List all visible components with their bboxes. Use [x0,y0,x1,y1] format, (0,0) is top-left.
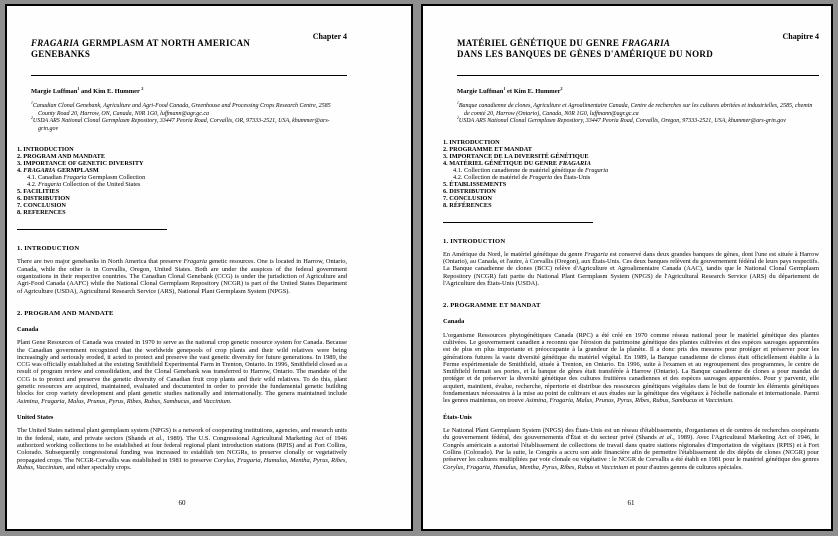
introduction-paragraph: En Amérique du Nord, le matériel génétique du genre Fragaria est conservé dans deux grandes banques de gènes, dont l'une est située à Harrow (Ontario), au Canada, et l'autre, à Corvallis (Oregon), aux États-Unis. Ces deux banques relèvent du gouvernement fédéral de leurs pays respectifs. La Banque canadienne de clones (BCC) relève d'Agriculture et Agroalimentaire Canada (AAC), tandis que le National Clonal Germplasm Repository (NCGR) fait partie du National Plant Germplasm System (NPGS) de l'Agricultural Research Service (ARS) du département de l'Agriculture des États-Unis (USDA). [443,250,819,287]
toc-item: 1. INTRODUCTION [443,138,500,146]
toc-subitem: 4.2. Collection de matériel de Fragaria des États-Unis [453,173,591,181]
toc-item: 2. PROGRAM AND MANDATE [17,153,106,161]
affiliations [31,103,347,133]
toc-item: 5. ÉTABLISSEMENTS [443,180,507,188]
page-left [5,4,413,531]
affiliation-2: $^2$USDA ARS National Clonal Germplasm Repository, 33447 Peoria Road, Corvallis, OR, 97333-2521, USA, khummer@ars-grin.gov [31,116,330,132]
affiliation-1: $^1$Canadian Clonal Genebank, Agriculture and Agri-Food Canada, Greenhouse and Processing Crops Research Centre, 2585 County Road 20, Harrow, ON, Canada, N0R 1G0, luffmann@agr.gc.ca [31,101,331,117]
authors-line: Margie Luffman$^1$ et Kim E. Hummer$^2$ [457,85,563,96]
table-of-contents [443,139,819,209]
section-2-heading: 2. PROGRAM AND MANDATE [17,309,114,317]
title-rule [457,75,819,76]
toc-subitem: 4.1. Collection canadienne de matériel génétique de Fragaria [453,166,609,174]
toc-item: 3. IMPORTANCE DE LA DIVERSITÉ GÉNÉTIQUE [443,152,589,160]
etats-unis-paragraph: Le National Plant Germplasm System (NPGS) des États-Unis est un réseau d'établissements, d'organismes et de centres de recherches coopérants du gouvernement fédéral, des gouvernements d'État et du secteur privé (Shands et al., 1989). Avec l'Agricultural Marketing Act of 1946, le Congrès américain a autorisé l'établissement de collections de travail dans quatre stations régionales d'importation de végétaux (RPIS) et à Fort Collins (Colorado). Par la suite, le Congrès a accru son aide financière afin de permettre l'établissement de dix dépôts de clones (NCGR) pour préserver les cultures multipliées par voie clonale ou végétative : le NCGR de Corvallis a été établi en 1981 pour le matériel génétique des genres Corylus, Fragaria, Humulus, Mentha, Pyrus, Ribes, Rubus et Vaccinium et pour d'autres genres de cultures spéciales. [443,427,820,471]
page-number: 61 [627,499,635,507]
page-title: MATÉRIEL GÉNÉTIQUE DU GENRE FRAGARIA DANS LES BANQUES DE GÈNES D'AMÉRIQUE DU NORD [457,38,713,60]
toc-item: 3. IMPORTANCE OF GENETIC DIVERSITY [17,160,144,168]
united-states-paragraph: The United States national plant germplasm system (NPGS) is a network of cooperating institutions, agencies, and research units in the federal, state, and private sectors (Shands et al., 1989). The U.S. Congressional Agricultural Marketing Act of 1946 authorized working collections to be established at four federal regional plant introduction stations (RPIS) and at Fort Collins, Colorado. Subsequently congressional funding was increased to establish ten NCGRs, to preserve clonally or vegetatively propagated crops. The NCGR-Corvallis was established in 1981 to preserve Corylus, Fragaria, Humulus, Mentha, Pyrus, Ribes, Rubus, Vaccinium, and other specialty crops. [17,427,348,471]
toc-subitem: 4.2. Fragaria Collection of the United States [27,181,141,189]
page-right-header [457,32,819,126]
page-right [421,4,833,531]
canada-paragraph: Plant Gene Resources of Canada was created in 1970 to serve as the national crop genetic resource system for Canada. Because the Canadian government recognized that the worldwide genepools of crop plants and their wild relatives were being increasingly and seriously eroded, it acted to protect and preserve the vast genetic diversity for future generations. In 1989, the CCG was officially established at the existing Smithfield Experimental Farm in Trenton, Ontario. In 1996, Smithfield closed as a result of program review and consolidation, and the Clonal Genebank was transferred to Harrow, Ontario. The mandate of the CCG is to protect and preserve the genetic diversity of Canadian fruit crop plants and their wild relatives. To do this, plant genetic resources are acquired, maintained, evaluated and documented in order to provide the fundamental genetic building blocks for crop variety development and plant genetic studies nationally and internationally. The genera maintained include Asimina, Fragaria, Malus, Prunus, Pyrus, Ribes, Rubus, Sambucus, and Vaccinium. [17,339,347,405]
toc-item: 2. PROGRAMME ET MANDAT [443,145,532,153]
toc-item: 5. FACILITIES [17,188,60,196]
toc-item: 7. CONCLUSION [17,202,66,210]
toc-item: 4. MATÉRIEL GÉNÉTIQUE DU GENRE FRAGARIA [443,159,591,167]
toc-item: 4. FRAGARIA GERMPLASM [17,167,99,175]
subsection-label-canada: Canada [17,325,39,333]
toc-item: 1. INTRODUCTION [17,146,74,154]
chapter-label: Chapter 4 [312,32,347,41]
chapter-label: Chapitre 4 [782,32,819,41]
section-1-heading: 1. INTRODUCTION [443,237,506,245]
toc-item: 6. DISTRIBUTION [17,195,70,203]
page-left-header [31,32,347,133]
toc-subitem: 4.1. Canadian Fragaria Germplasm Collection [27,174,146,182]
toc-item: 7. CONCLUSION [443,194,492,202]
authors-line: Margie Luffman$^1$ and Kim E. Hummer $^2$ [31,85,144,96]
title-row [457,32,819,66]
section-1-heading: 1. INTRODUCTION [17,245,80,253]
title-row [31,32,347,66]
page-title: FRAGARIA GERMPLASM AT NORTH AMERICAN GENEBANKS [31,38,251,60]
page-right-content [423,6,831,529]
subsection-label-etats-unis: États-Unis [443,413,472,421]
canada-paragraph: L'organisme Ressources phytogénétiques Canada (RPC) a été créé en 1970 comme réseau national pour le matériel génétique des plantes cultivées. Le gouvernement canadien a reconnu que l'érosion du patrimoine génétique des plantes cultivées et des espèces sauvages apparentées est de plus en plus importante et préoccupante à la grandeur de la planète. Il a donc pris des mesures pour protéger et préserver pour les générations futures la vaste diversité génétique du matériel végétal. En 1989, la Banque canadienne de clones était officiellement établie à la Ferme expérimentale de Smithfield, située à Trenton, en Ontario. En 1996, suite à l'examen et au regroupement des programmes, le centre de Smithfield fermait ses portes, et la banque de gènes était transférée à Harrow (Ontario). La Banque canadienne de clones a pour mandat de protéger et de préserver la diversité génétique des cultures fruitières canadiennes et des espèces sauvages apparentées. Pour y parvenir, elle acquiert, maintient, évalue, recherche, répertorie et distribue des ressources génétiques végétales dans le but de fournir les éléments génétiques fondamentaux nécessaires à la mise au point de cultivars et aux études sur la génétique des végétaux à l'échelle nationale et internationale. Parmi les genres maintenus, on trouve Asimina, Fragaria, Malus, Prunus, Pyrus, Ribes, Rubus, Sambucus et Vaccinium. [443,331,819,405]
section-2-heading: 2. PROGRAMME ET MANDAT [443,302,541,310]
affiliation-1: $^1$Banque canadienne de clones, Agriculture et Agroalimentaire Canada, Centre de recherches sur les cultures abritées et industrielles, 2585, chemin de comté 20, Harrow (Ontario), Canada, N0R 1G0, luffmann@agr.gc.ca [457,101,813,117]
page-left-content [7,6,411,529]
subsection-label-canada: Canada [443,318,465,326]
toc-item: 8. RÉFÉRENCES [443,201,492,209]
introduction-paragraph: There are two major genebanks in North America that preserve Fragaria genetic resources. One is located in Harrow, Ontario, Canada, while the other is in Corvallis, Oregon, United States. Both are under the auspices of the federal government organizations in their respective countries. The Canadian Clonal Genebank (CCG) is under the jurisdiction of Agriculture and Agri-Food Canada (AAFC) while the National Clonal Germplasm Repository (NCGR) is part of the United States Department of Agriculture (USDA), Agricultural Research Service (ARS), National Plant Germplasm System (NPGS). [17,258,347,295]
page-number: 60 [178,499,186,507]
toc-item: 8. REFERENCES [17,209,66,217]
title-rule [31,75,347,76]
subsection-label-united-states: United States [17,413,54,421]
toc-item: 6. DISTRIBUTION [443,187,496,195]
affiliations [457,103,819,126]
toc-divider-rule [443,222,593,223]
toc-divider-rule [17,229,167,230]
table-of-contents [17,146,347,216]
affiliation-2: $^2$USDA ARS National Clonal Germplasm Repository, 33447 Peoria Road, Corvallis, Oregon, 97333-2521, USA, khummer@ars-grin.gov [457,116,786,125]
